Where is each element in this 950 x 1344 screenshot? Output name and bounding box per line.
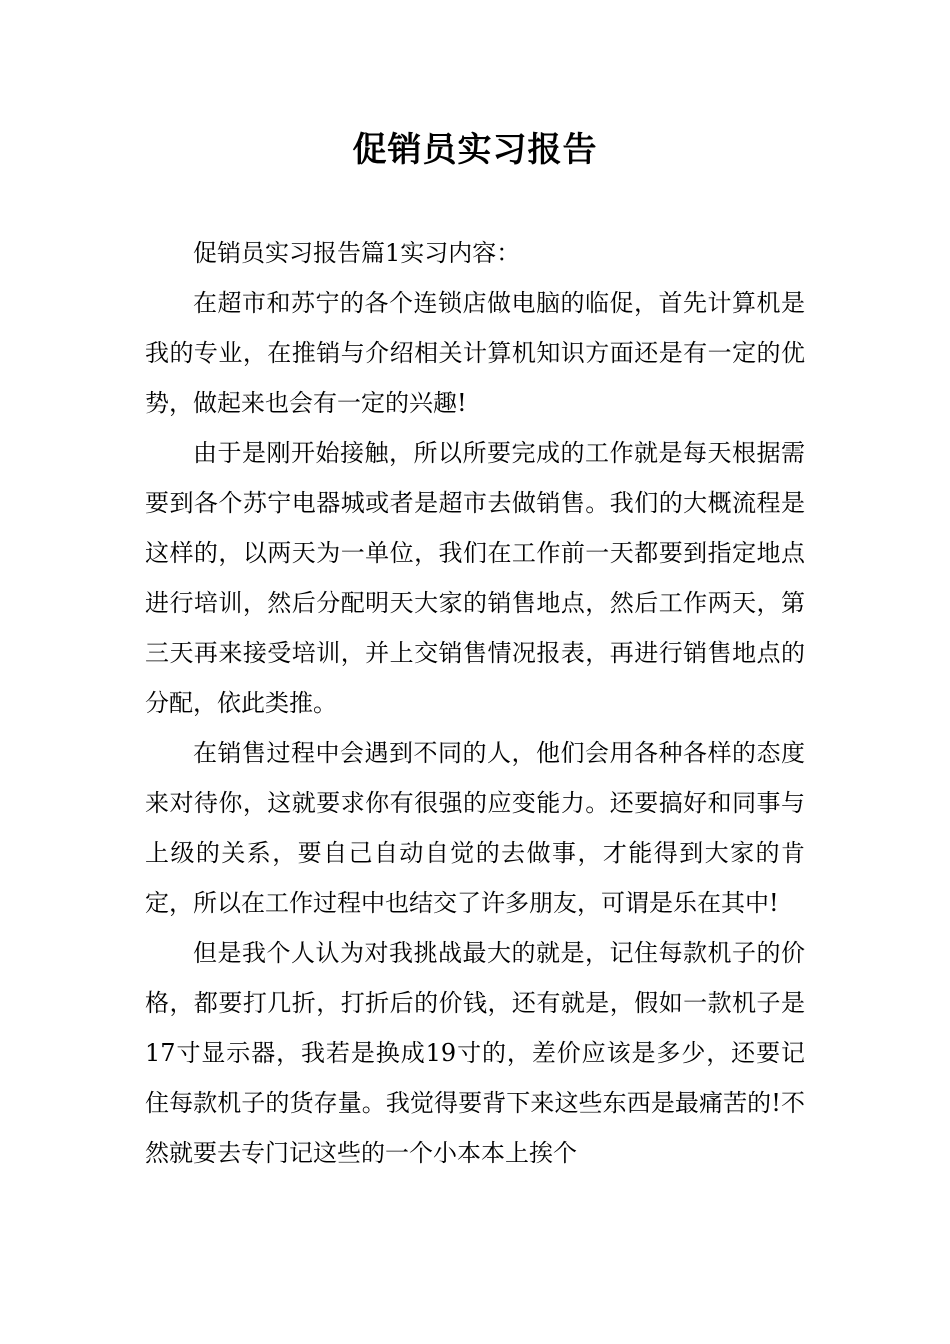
document-body	[145, 228, 805, 1178]
paragraph: 在销售过程中会遇到不同的人，他们会用各种各样的态度来对待你，这就要求你有很强的应变能力。还要搞好和同事与上级的关系，要自己自动自觉的去做事，才能得到大家的肯定，所以在工作过程中也结交了许多朋友，可谓是乐在其中!	[145, 739, 805, 917]
paragraph: 在超市和苏宁的各个连锁店做电脑的临促，首先计算机是我的专业，在推销与介绍相关计算机知识方面还是有一定的优势，做起来也会有一定的兴趣!	[145, 289, 805, 417]
document-title: 促销员实习报告	[352, 130, 598, 170]
paragraph: 但是我个人认为对我挑战最大的就是，记住每款机子的价格，都要打几折，打折后的价钱，还有就是，假如一款机子是17寸显示器，我若是换成19寸的，差价应该是多少，还要记住每款机子的货存量。我觉得要背下来这些东西是最痛苦的!不然就要去专门记这些的一个小本本上挨个	[145, 939, 805, 1167]
paragraph-heading-line: 促销员实习报告篇1实习内容：	[193, 239, 521, 267]
paragraph: 由于是刚开始接触，所以所要完成的工作就是每天根据需要到各个苏宁电器城或者是超市去做销售。我们的大概流程是这样的，以两天为一单位，我们在工作前一天都要到指定地点进行培训，然后分配明天大家的销售地点，然后工作两天，第三天再来接受培训，并上交销售情况报表，再进行销售地点的分配，依此类推。	[145, 439, 805, 717]
